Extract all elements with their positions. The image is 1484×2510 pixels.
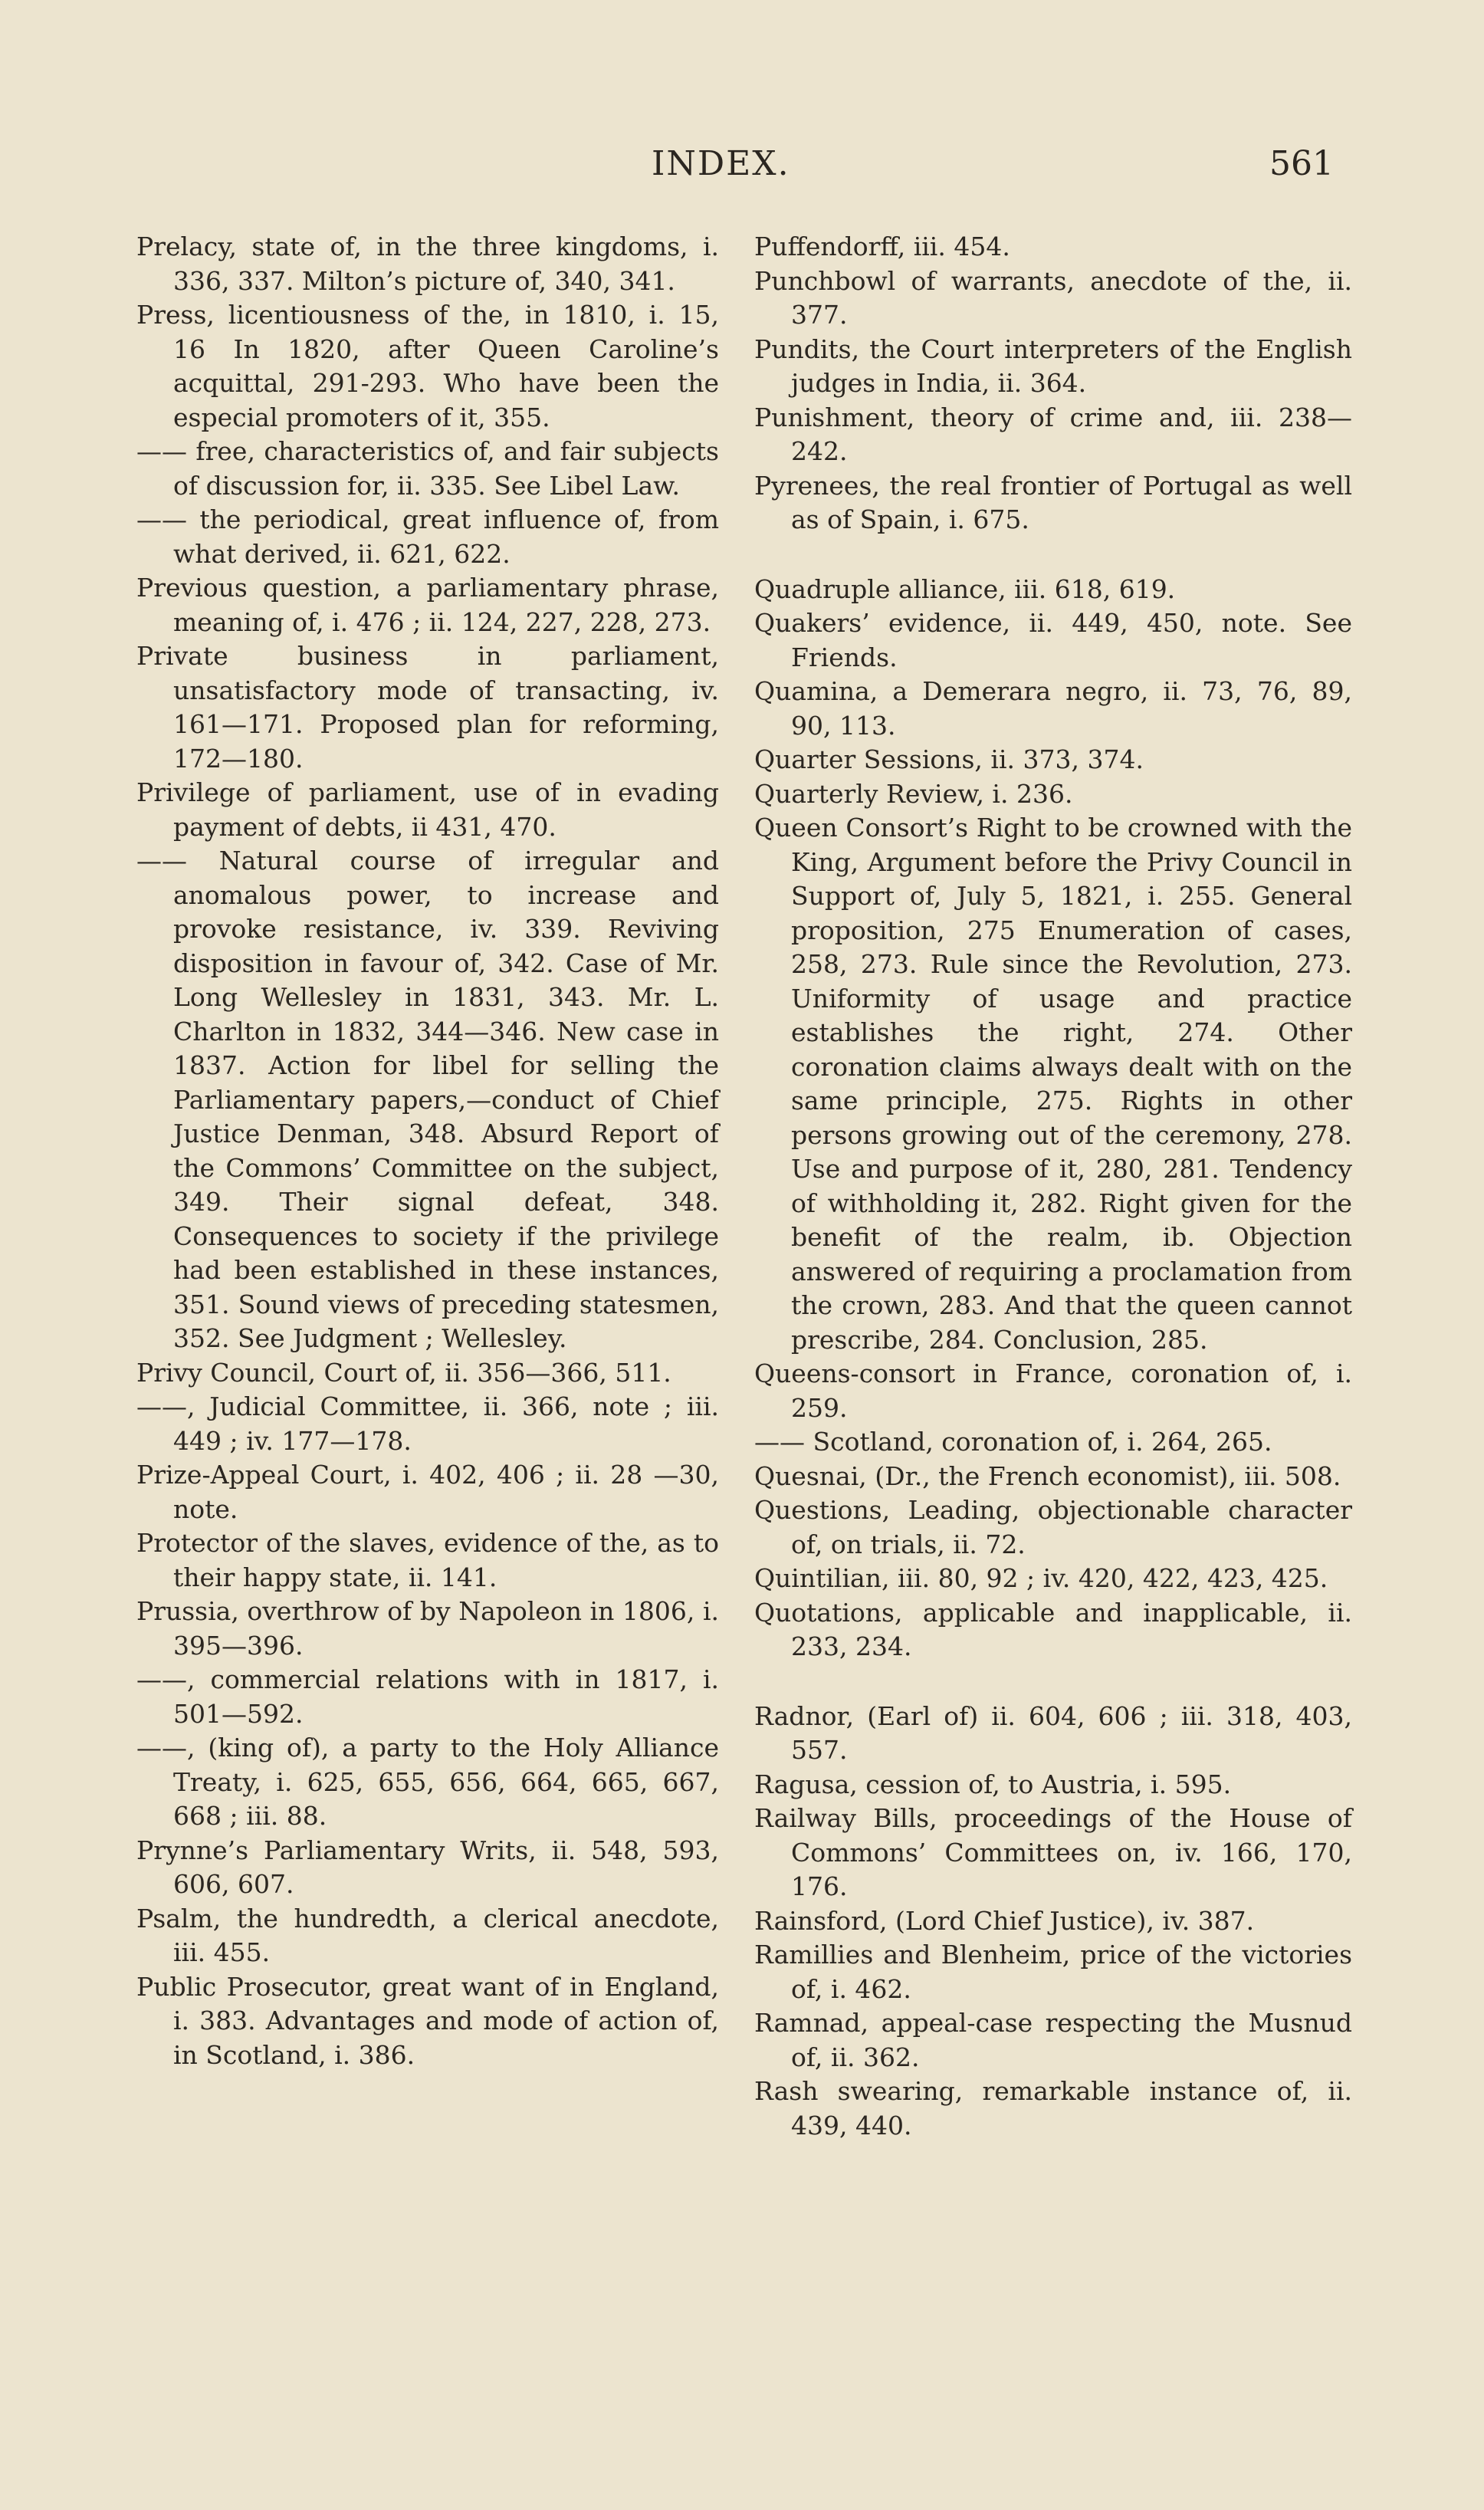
index-entry: —— the periodical, great influence of, from what derived, ii. 621, 622. xyxy=(136,504,719,569)
index-entry: Public Prosecutor, great want of in England, i. 383. Advantages and mode of action of, in Scotland, i. 386. xyxy=(136,1971,719,2070)
index-entry-section-r: Radnor, (Earl of) ii. 604, 606 ; iii. 318, 403, 557. xyxy=(754,1700,1352,1765)
index-entry: Quamina, a Demerara negro, ii. 73, 76, 89, 90, 113. xyxy=(754,676,1352,741)
index-entry: Ramnad, appeal-case respecting the Musnud of, ii. 362. xyxy=(754,2008,1352,2072)
index-column-right xyxy=(754,230,1352,2143)
index-entry: Quarter Sessions, ii. 373, 374. xyxy=(754,744,1144,774)
index-entry: Queen Consort’s Right to be crowned with the King, Argument before the Privy Council in Support of, July 5, 1821, i. 255. General proposition, 275 Enumeration of cases, 258, 273. Rule since the Revolution, 273. Uniformity of usage and practice establishes the right, 274. Other coronation claims always dealt with on the same principle, 275. Rights in other persons growing out of the ceremony, 278. Use and purpose of it, 280, 281. Tendency of withholding it, 282. Right given for the benefit of the realm, ib. Objection answered of requiring a proclamation from the crown, 283. And that the queen cannot prescribe, 284. Conclusion, 285. xyxy=(754,813,1352,1355)
index-entry: Previous question, a parliamentary phrase, meaning of, i. 476 ; ii. 124, 227, 228, 273. xyxy=(136,573,719,637)
index-entry: ——, (king of), a party to the Holy Alliance Treaty, i. 625, 655, 656, 664, 665, 667, 668 ; iii. 88. xyxy=(136,1733,719,1831)
index-entry: Rainsford, (Lord Chief Justice), iv. 387. xyxy=(754,1905,1255,1936)
page-header xyxy=(0,144,1484,198)
index-entry: Quarterly Review, i. 236. xyxy=(754,778,1073,809)
index-entry: Ragusa, cession of, to Austria, i. 595. xyxy=(754,1769,1232,1799)
index-entry: Ramillies and Blenheim, price of the victories of, i. 462. xyxy=(754,1940,1352,2004)
index-entry: Psalm, the hundredth, a clerical anecdote, iii. 455. xyxy=(136,1903,719,1967)
index-entry: Protector of the slaves, evidence of the, as to their happy state, ii. 141. xyxy=(136,1528,719,1592)
index-entry: —— Scotland, coronation of, i. 264, 265. xyxy=(754,1427,1272,1457)
index-entry: Privilege of parliament, use of in evading payment of debts, ii 431, 470. xyxy=(136,777,719,842)
index-entry: Prussia, overthrow of by Napoleon in 1806, i. 395—396. xyxy=(136,1596,719,1661)
index-entry: Railway Bills, proceedings of the House of Commons’ Committees on, iv. 166, 170, 176. xyxy=(754,1803,1352,1901)
index-entry: Punchbowl of warrants, anecdote of the, ii. 377. xyxy=(754,265,1352,330)
index-entry: Prize-Appeal Court, i. 402, 406 ; ii. 28 —30, note. xyxy=(136,1460,719,1524)
index-entry: Prelacy, state of, in the three kingdoms, i. 336, 337. Milton’s picture of, 340, 341. xyxy=(136,232,719,296)
index-entry: Pyrenees, the real frontier of Portugal as well as of Spain, i. 675. xyxy=(754,470,1352,534)
index-entry: ——, Judicial Committee, ii. 366, note ; iii. 449 ; iv. 177—178. xyxy=(136,1391,719,1456)
index-entry: Puffendorff, iii. 454. xyxy=(754,232,1010,261)
index-entry: Privy Council, Court of, ii. 356—366, 511. xyxy=(136,1357,671,1388)
index-entry: Queens-consort in France, coronation of, i. 259. xyxy=(754,1358,1352,1423)
index-entry: Quesnai, (Dr., the French economist), iii. 508. xyxy=(754,1460,1341,1491)
index-entry: —— free, characteristics of, and fair subjects of discussion for, ii. 335. See Libel Law. xyxy=(136,436,719,501)
page-number: 561 xyxy=(1269,144,1334,183)
index-entry: Press, licentiousness of the, in 1810, i. 15, 16 In 1820, after Queen Caroline’s acquittal, 291-293. Who have been the especial promoters of it, 355. xyxy=(136,300,719,432)
index-entry: Pundits, the Court interpreters of the English judges in India, ii. 364. xyxy=(754,333,1352,398)
index-entry: Questions, Leading, objectionable character of, on trials, ii. 72. xyxy=(754,1495,1352,1559)
index-entry-section-q: Quadruple alliance, iii. 618, 619. xyxy=(754,573,1176,604)
index-entry: Quakers’ evidence, ii. 449, 450, note. See Friends. xyxy=(754,608,1352,672)
running-title: INDEX. xyxy=(652,144,790,183)
index-entry: Punishment, theory of crime and, iii. 238—242. xyxy=(754,402,1352,466)
index-column-left xyxy=(136,230,719,2072)
index-entry: Quotations, applicable and inapplicable, ii. 233, 234. xyxy=(754,1597,1352,1661)
index-entry: Rash swearing, remarkable instance of, ii. 439, 440. xyxy=(754,2076,1352,2140)
index-entry: Prynne’s Parliamentary Writs, ii. 548, 593, 606, 607. xyxy=(136,1835,719,1899)
index-entry: Private business in parliament, unsatisfactory mode of transacting, iv. 161—171. Proposed plan for reforming, 172—180. xyxy=(136,641,719,774)
index-entry: —— Natural course of irregular and anomalous power, to increase and provoke resistance, iv. 339. Reviving disposition in favour of, 342. Case of Mr. Long Wellesley in 1831, 343. Mr. L. Charlton in 1832, 344—346. New case in 1837. Action for libel for selling the Parliamentary papers,—conduct of Chief Justice Denman, 348. Absurd Report of the Commons’ Committee on the subject, 349. Their signal defeat, 348. Consequences to society if the privilege had been established in these instances, 351. Sound views of preceding statesmen, 352. See Judgment ; Wellesley. xyxy=(136,846,719,1353)
index-entry: ——, commercial relations with in 1817, i. 501—592. xyxy=(136,1664,719,1729)
index-entry: Quintilian, iii. 80, 92 ; iv. 420, 422, 423, 425. xyxy=(754,1563,1328,1593)
